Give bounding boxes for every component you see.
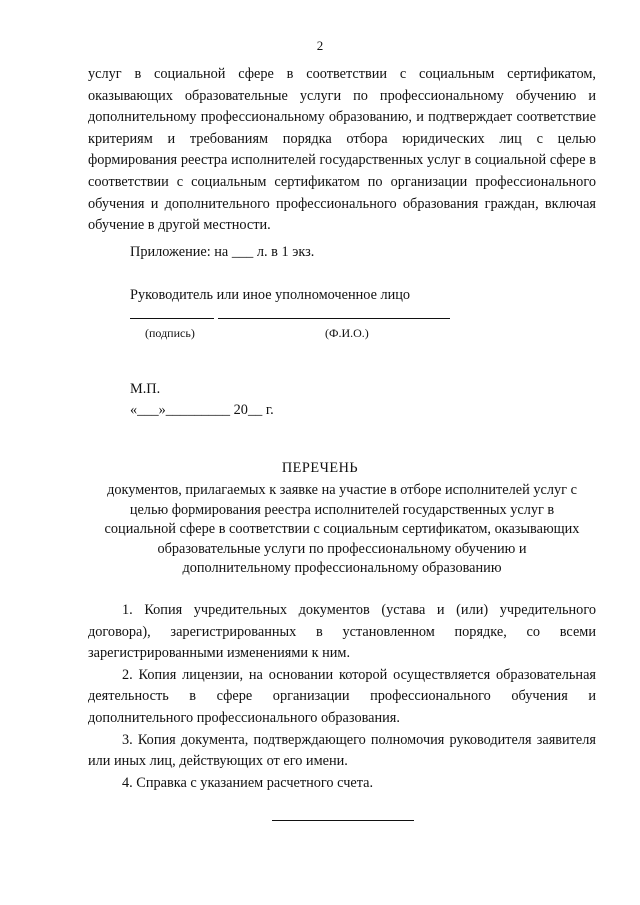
list-title: ПЕРЕЧЕНЬ <box>281 460 359 476</box>
signatory-line: Руководитель или иное уполномоченное лицо <box>130 287 411 303</box>
list-subtitle-line: документов, прилагаемых к заявке на участие в отборе исполнителей услуг с <box>107 482 577 498</box>
list-subtitle-line: социальной сфере в соответствии с социальным сертификатом, оказывающих <box>104 521 580 538</box>
signature-caption: (подпись) <box>145 326 195 340</box>
name-underline <box>218 318 450 319</box>
date-line: «___»_________ 20__ г. <box>130 402 274 418</box>
list-subtitle-line: образовательные услуги по профессиональному обучению и <box>157 540 527 557</box>
signature-lines <box>130 318 450 319</box>
document-list <box>88 600 596 794</box>
intro-paragraph: услуг в социальной сфере в соответствии с социальным сертификатом, оказывающих образовательные услуги по профессиональному обучению и дополнительному профессиональному образованию, и подтверждает соответствие критериям и требованиям порядка отбора юридических лиц с целью формирования реестра исполнителей государственных услуг в социальной сфере в соответствии с социальным сертификатом по организации профессионального обучения и дополнительного профессионального образования граждан, включая обучение в другой местности. <box>88 66 596 234</box>
stamp-label: М.П. <box>130 381 161 397</box>
list-item: 4. Справка с указанием расчетного счета. <box>122 774 374 791</box>
page-number: 2 <box>316 38 324 53</box>
list-subtitle-line: дополнительному профессиональному образованию <box>182 560 502 577</box>
intro-paragraph-block <box>88 64 596 237</box>
name-caption: (Ф.И.О.) <box>325 326 369 340</box>
list-subtitle <box>88 481 596 579</box>
list-subtitle-line: целью формирования реестра исполнителей государственных услуг в <box>129 501 555 518</box>
attachment-line: Приложение: на ___ л. в 1 экз. <box>130 244 315 260</box>
list-item: 2. Копия лицензии, на основании которой осуществляется образовательная деятельность в сфере организации профессионального обучения и дополнительного профессионального образования. <box>88 666 596 726</box>
list-item: 1. Копия учредительных документов (устава и (или) учредительного договора), зарегистрированных в установленном порядке, со всеми зарегистрированными изменениями к ним. <box>88 602 596 662</box>
list-item: 3. Копия документа, подтверждающего полномочия руководителя заявителя или иных лиц, действующих от его имени. <box>88 731 596 770</box>
signature-underline <box>130 318 214 319</box>
end-rule <box>272 820 414 821</box>
